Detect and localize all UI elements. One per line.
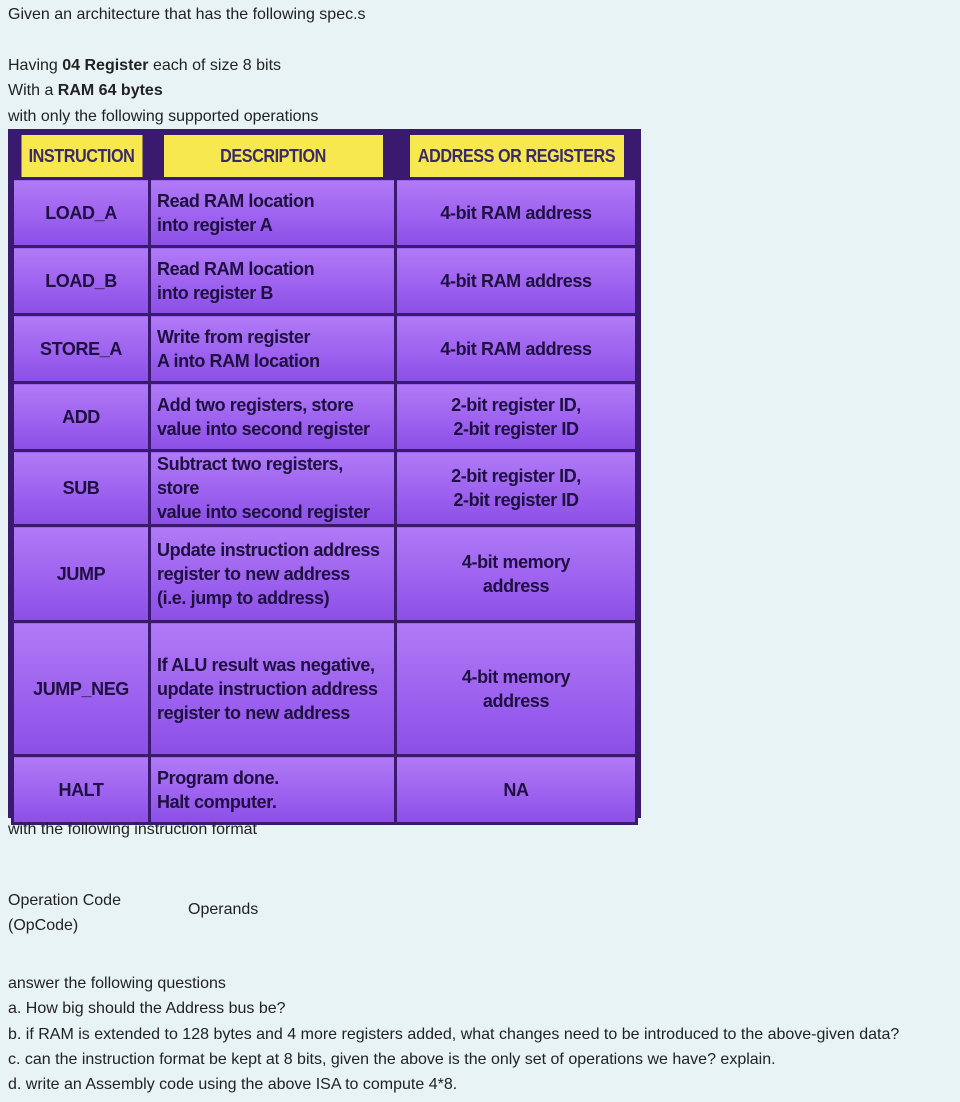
instruction-cell: LOAD_B <box>13 247 150 315</box>
description-cell: Subtract two registers, store value into second register <box>150 451 396 526</box>
header-instruction: INSTRUCTION <box>19 134 142 179</box>
instruction-cell: STORE_A <box>13 315 150 383</box>
description-cell: If ALU result was negative, update instruction address register to new address <box>150 622 396 756</box>
table-row <box>13 756 637 824</box>
format-opcode-label: Operation Code (OpCode) <box>8 892 121 934</box>
table-row <box>13 383 637 451</box>
description-cell: Read RAM location into register A <box>150 179 396 247</box>
spec-ram <box>8 82 163 100</box>
instruction-cell: JUMP_NEG <box>13 622 150 756</box>
table-row <box>13 622 637 756</box>
intro-text: Given an architecture that has the following spec.s <box>8 6 366 23</box>
instruction-cell: JUMP <box>13 526 150 622</box>
table-row <box>13 247 637 315</box>
format-intro: with the following instruction format <box>8 821 257 838</box>
instruction-table <box>11 132 638 825</box>
table-row <box>13 179 637 247</box>
header-address-registers: ADDRESS OR REGISTERS <box>408 134 625 179</box>
spec-operations: with only the following supported operations <box>8 108 319 125</box>
question-d: d. write an Assembly code using the above ISA to compute 4*8. <box>8 1076 458 1093</box>
question-c: c. can the instruction format be kept at 8 bits, given the above is the only set of operations we have? explain. <box>8 1051 776 1068</box>
description-cell: Read RAM location into register B <box>150 247 396 315</box>
description-cell: Write from register A into RAM location <box>150 315 396 383</box>
operands-cell: 4-bit memory address <box>396 526 637 622</box>
questions-intro: answer the following questions <box>8 975 226 992</box>
description-cell: Add two registers, store value into second register <box>150 383 396 451</box>
instruction-cell: HALT <box>13 756 150 824</box>
instruction-cell: SUB <box>13 451 150 526</box>
operands-cell: 4-bit RAM address <box>396 315 637 383</box>
spec-ram-pre: With a <box>8 82 58 99</box>
instruction-cell: LOAD_A <box>13 179 150 247</box>
format-operands-label: Operands <box>188 901 259 918</box>
question-a: a. How big should the Address bus be? <box>8 1000 286 1017</box>
table-header-row <box>13 134 637 179</box>
spec-registers-post: each of size 8 bits <box>148 57 282 74</box>
instruction-cell: ADD <box>13 383 150 451</box>
header-description: DESCRIPTION <box>162 134 383 179</box>
description-cell: Program done. Halt computer. <box>150 756 396 824</box>
instruction-table-image <box>8 129 641 818</box>
table-row <box>13 451 637 526</box>
operands-cell: 2-bit register ID, 2-bit register ID <box>396 383 637 451</box>
spec-registers-pre: Having <box>8 57 63 74</box>
operands-cell: 4-bit RAM address <box>396 179 637 247</box>
operands-cell: 4-bit memory address <box>396 622 637 756</box>
operands-cell: 4-bit RAM address <box>396 247 637 315</box>
description-cell: Update instruction address register to new address (i.e. jump to address) <box>150 526 396 622</box>
spec-registers <box>8 57 281 75</box>
question-b: b. if RAM is extended to 128 bytes and 4 more registers added, what changes need to be introduced to the above-given data? <box>8 1026 900 1043</box>
table-row <box>13 315 637 383</box>
spec-registers-bold: 04 Register <box>62 57 149 74</box>
operands-cell: NA <box>396 756 637 824</box>
table-row <box>13 526 637 622</box>
spec-ram-bold: RAM 64 bytes <box>57 82 163 99</box>
operands-cell: 2-bit register ID, 2-bit register ID <box>396 451 637 526</box>
